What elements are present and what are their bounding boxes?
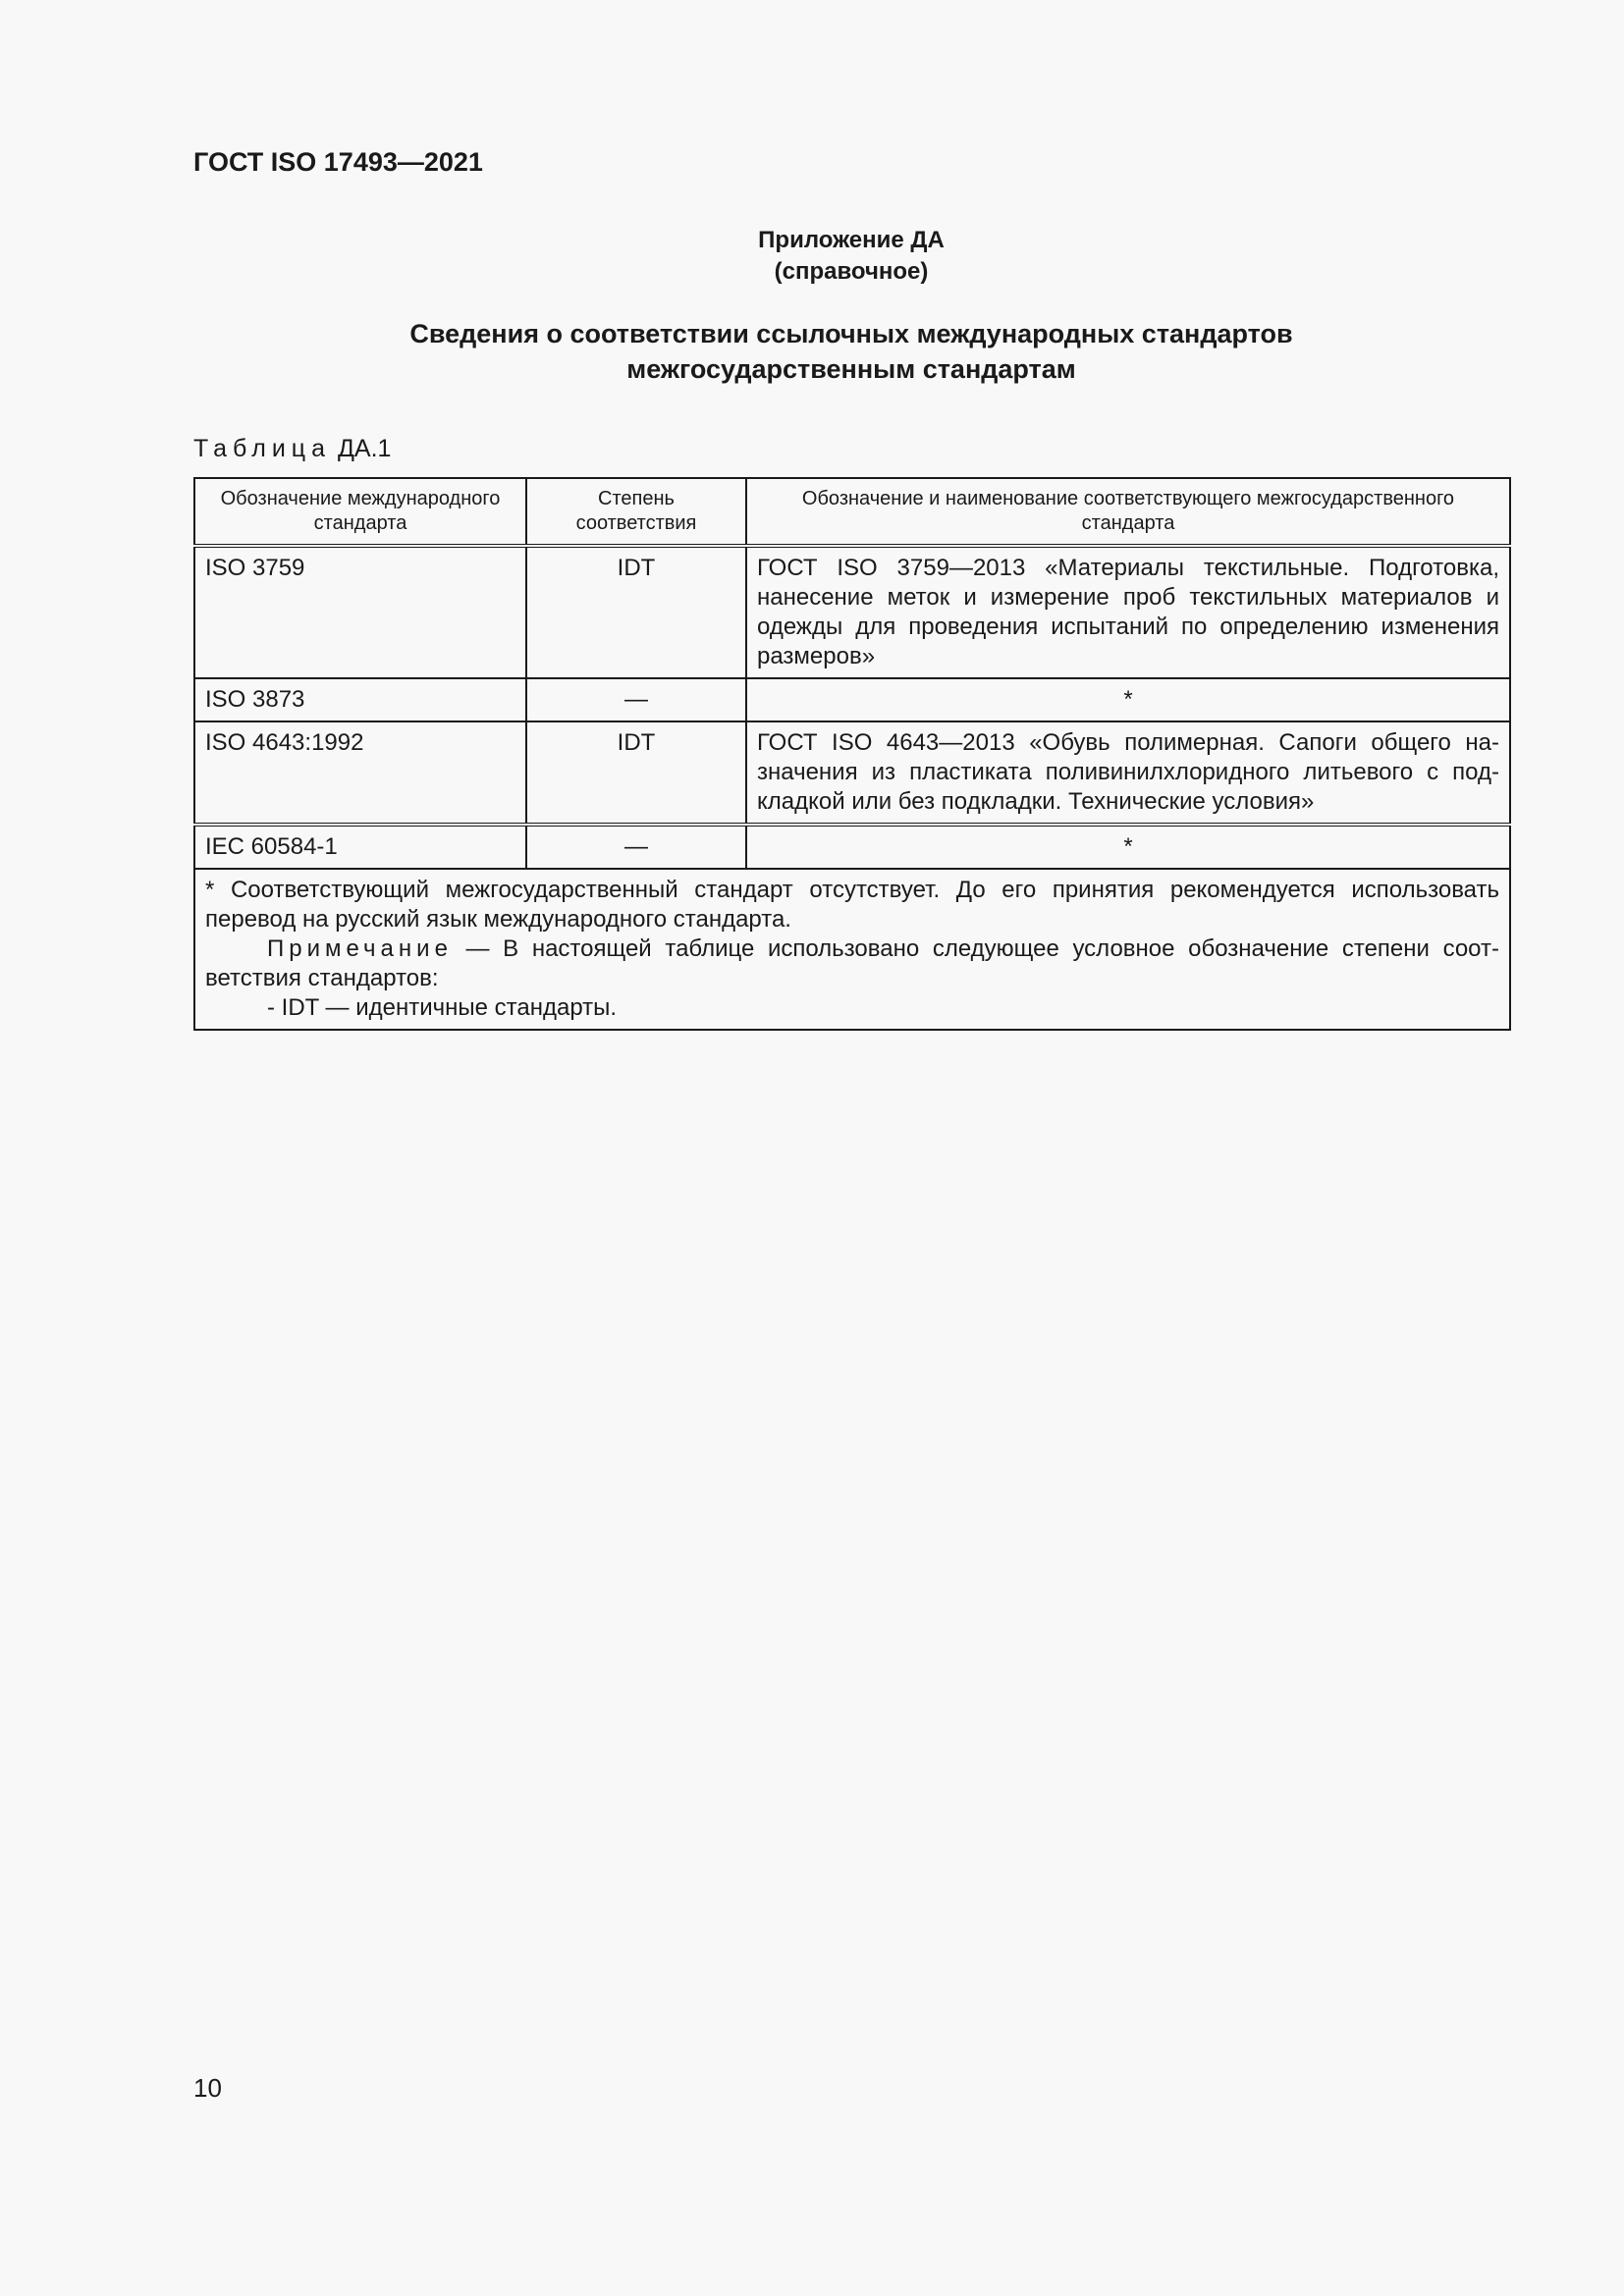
table-row xyxy=(194,678,1510,721)
note-text: — В настоящей таблице использовано следующее условное обозначение степени соответствия стандартов: xyxy=(205,935,1499,991)
cell-degree: IDT xyxy=(526,546,746,678)
cell-national-standard: ГОСТ ISO 3759—2013 «Материалы текстильные. Подготовка, нанесение меток и измерение проб текстильных материалов и одежды для проведения испытаний по определению изменения размеров» xyxy=(746,546,1510,678)
table-row xyxy=(194,825,1510,869)
document-code-header: ГОСТ ISO 17493—2021 xyxy=(193,147,483,177)
cell-intl-standard: ISO 3759 xyxy=(194,546,526,678)
table-footnote-row xyxy=(194,869,1510,1030)
table-footnote-cell xyxy=(194,869,1510,1030)
cell-national-standard: * xyxy=(746,825,1510,869)
column-header-national-standard: Обозначение и наименование соответствующего межгосударственного стандарта xyxy=(746,478,1510,546)
table-row xyxy=(194,721,1510,825)
page-number: 10 xyxy=(193,2073,222,2103)
cell-national-standard: * xyxy=(746,678,1510,721)
annex-heading xyxy=(193,225,1509,288)
table-caption xyxy=(193,435,391,463)
cell-degree: — xyxy=(526,825,746,869)
table-header-row xyxy=(194,478,1510,546)
table-row xyxy=(194,546,1510,678)
section-title-line-1: Сведения о соответствии ссылочных международных стандартов xyxy=(409,319,1293,348)
cell-degree: IDT xyxy=(526,721,746,825)
note-label: Примечание xyxy=(267,935,453,962)
annex-subtitle: (справочное) xyxy=(774,258,929,285)
cell-intl-standard: ISO 3873 xyxy=(194,678,526,721)
table-caption-label: Таблица xyxy=(193,435,332,462)
correspondence-table xyxy=(193,477,1511,1031)
note-paragraph xyxy=(205,934,1499,993)
footnote-text: * Соответствующий межгосударственный стандарт отсутствует. До его принятия рекомендуется использовать перевод на русский язык международного стандарта. xyxy=(205,877,1499,933)
cell-national-standard: ГОСТ ISO 4643—2013 «Обувь полимерная. Сапоги общего назначения из пластиката поливинилхлоридного литьевого с подкладкой или без подкладки. Технические условия» xyxy=(746,721,1510,825)
column-header-intl-standard: Обозначение международного стандарта xyxy=(194,478,526,546)
table-caption-number: ДА.1 xyxy=(337,435,392,462)
column-header-degree: Степень соответствия xyxy=(526,478,746,546)
cell-intl-standard: IEC 60584-1 xyxy=(194,825,526,869)
cell-degree: — xyxy=(526,678,746,721)
cell-intl-standard: ISO 4643:1992 xyxy=(194,721,526,825)
section-title-line-2: межгосударственным стандартам xyxy=(626,354,1076,384)
note-list-item: - IDT — идентичные стандарты. xyxy=(267,994,618,1021)
annex-title: Приложение ДА xyxy=(758,227,945,253)
section-title xyxy=(193,316,1509,387)
